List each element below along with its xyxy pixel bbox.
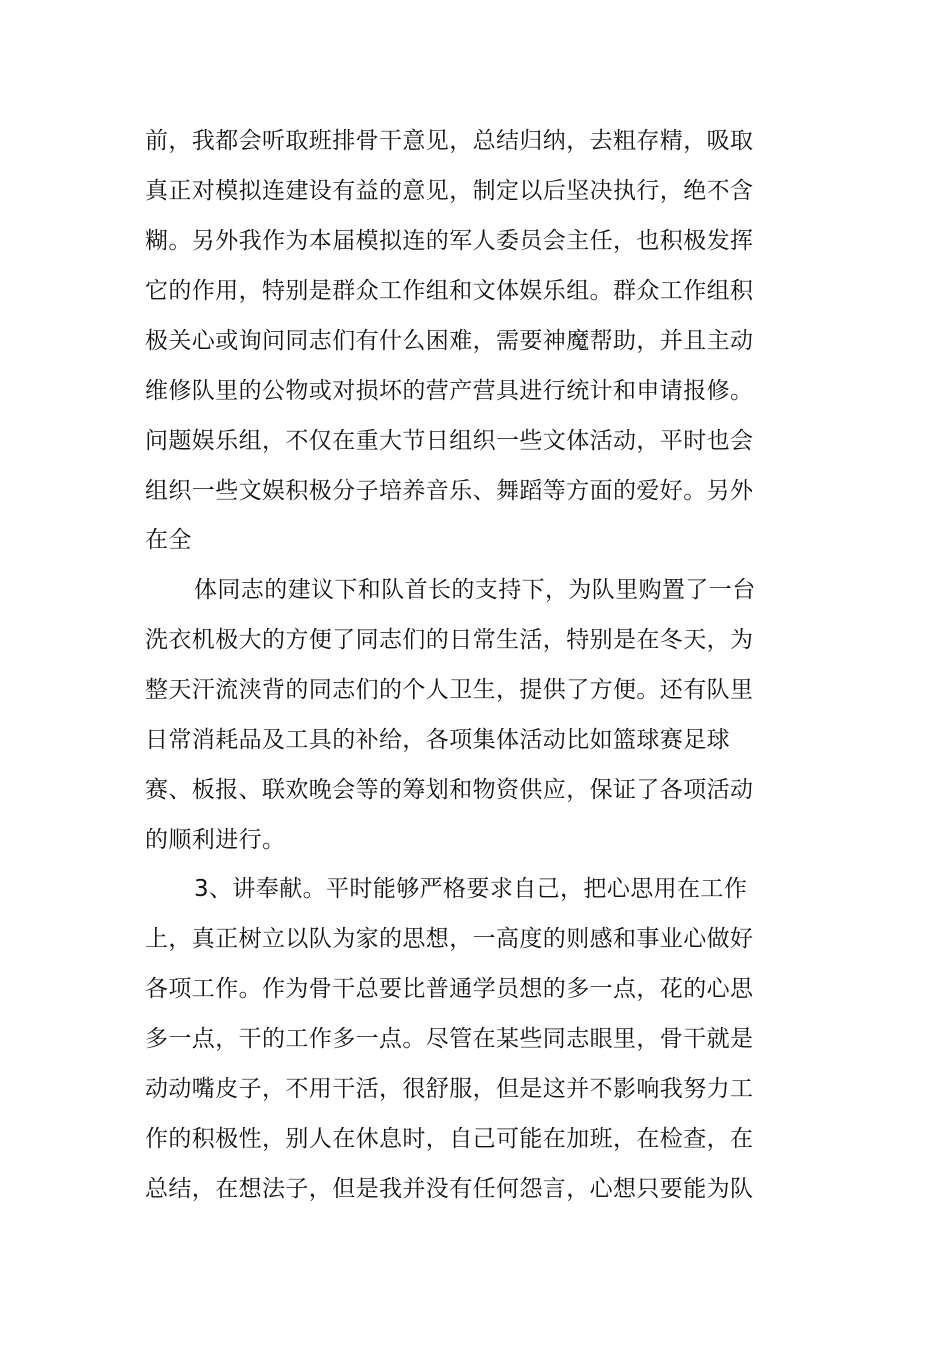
text-line-10: 体同志的建议下和队首长的支持下，为队里购置了一台 [194,577,756,603]
text-line-4: 它的作用，特别是群众工作组和文体娱乐组。群众工作组积 [145,278,754,304]
text-line-13: 日常消耗品及工具的补给，各项集体活动比如篮球赛足球 [145,727,730,753]
text-line-8: 组织一些文娱积极分子培养音乐、舞蹈等方面的爱好。另外 [145,478,754,504]
text-line-16: 3、讲奉献。平时能够严格要求自己，把心思用在工作 [194,876,748,902]
text-line-14: 赛、板报、联欢晚会等的筹划和物资供应，保证了各项活动 [145,777,754,803]
text-line-21: 作的积极性，别人在休息时，自己可能在加班，在检查，在 [145,1126,754,1152]
text-line-19: 多一点，干的工作多一点。尽管在某些同志眼里，骨干就是 [145,1026,754,1052]
text-line-18: 各项工作。作为骨干总要比普通学员想的多一点，花的心思 [145,976,754,1002]
text-line-20: 动动嘴皮子，不用干活，很舒服，但是这并不影响我努力工 [145,1076,754,1102]
text-line-7: 问题娱乐组，不仅在重大节日组织一些文体活动，平时也会 [145,428,754,454]
text-line-6: 维修队里的公物或对损坏的营产营具进行统计和申请报修。 [145,378,754,404]
text-line-9: 在全 [145,527,192,553]
text-line-3: 糊。另外我作为本届模拟连的军人委员会主任，也积极发挥 [145,228,754,254]
text-line-15: 的顺利进行。 [145,827,286,853]
text-line-12: 整天汗流浃背的同志们的个人卫生，提供了方便。还有队里 [145,677,754,703]
text-line-5: 极关心或询问同志们有什么困难，需要神魔帮助，并且主动 [145,328,754,354]
text-line-2: 真正对模拟连建设有益的意见，制定以后坚决执行，绝不含 [145,178,754,204]
text-line-1: 前，我都会听取班排骨干意见，总结归纳，去粗存精，吸取 [145,128,754,154]
text-line-22: 总结，在想法子，但是我并没有任何怨言，心想只要能为队 [145,1176,754,1202]
text-line-17: 上，真正树立以队为家的思想，一高度的则感和事业心做好 [145,926,754,952]
text-line-11: 洗衣机极大的方便了同志们的日常生活，特别是在冬天，为 [145,627,754,653]
